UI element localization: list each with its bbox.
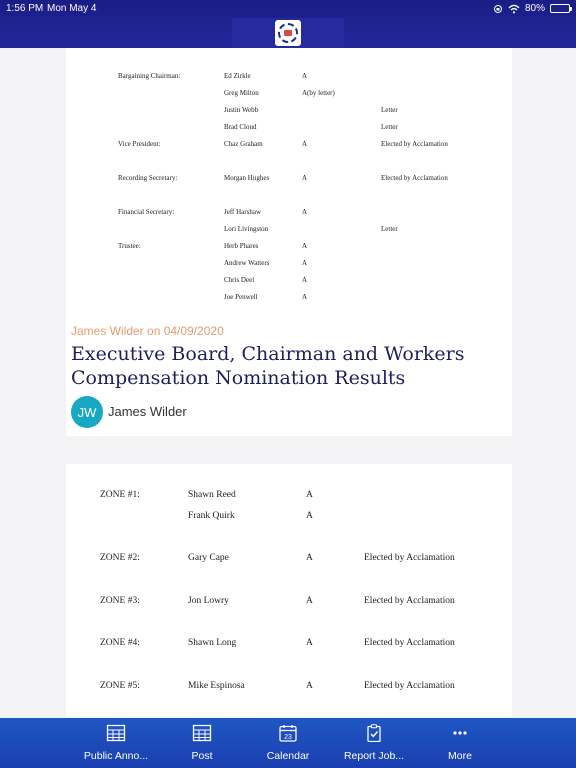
post-title[interactable]: Executive Board, Chairman and Workers Compensation Nomination Results <box>71 343 465 389</box>
bottom-tab-bar <box>0 718 576 768</box>
doc-office: Financial Secretary: <box>118 208 175 216</box>
zone-mark: A <box>306 638 313 648</box>
zone-mark: A <box>306 596 313 606</box>
doc-note: Letter <box>381 225 398 233</box>
table-icon <box>106 724 126 742</box>
logo-area <box>232 18 344 48</box>
tab-public-announcements[interactable] <box>73 718 159 768</box>
calendar-icon <box>278 724 298 742</box>
doc-note: Elected by Acclamation <box>381 174 448 182</box>
doc-office: Bargaining Chairman: <box>118 72 181 80</box>
zone-note: Elected by Acclamation <box>364 638 455 648</box>
seal-core <box>284 30 292 36</box>
zone-document-card[interactable] <box>66 464 512 718</box>
doc-mark: A <box>302 242 308 250</box>
tab-post[interactable] <box>159 718 245 768</box>
doc-mark: A <box>302 208 308 216</box>
zone-name: Shawn Long <box>188 638 237 648</box>
tab-label: Post <box>191 750 213 762</box>
doc-name: Ed Zirkle <box>224 72 251 80</box>
doc-note: Letter <box>381 123 398 131</box>
doc-note: Elected by Acclamation <box>381 140 448 148</box>
doc-name: Chris Deel <box>224 276 255 284</box>
zone-zone: ZONE #1: <box>100 490 140 500</box>
post-document-image[interactable] <box>66 48 512 318</box>
more-dots-icon <box>450 724 470 742</box>
doc-mark: A <box>302 259 308 267</box>
zone-mark: A <box>306 490 313 500</box>
doc-mark: A <box>302 293 308 301</box>
zone-name: Gary Cape <box>188 553 229 563</box>
zone-zone: ZONE #5: <box>100 681 140 691</box>
tab-label: More <box>448 750 472 762</box>
doc-name: Greg Milton <box>224 89 259 97</box>
post-card[interactable] <box>66 48 512 436</box>
tab-calendar[interactable] <box>245 718 331 768</box>
clipboard-check-icon <box>364 724 384 742</box>
zone-mark: A <box>306 681 313 691</box>
seal-ring <box>278 23 298 43</box>
battery-icon <box>550 4 570 13</box>
zone-note: Elected by Acclamation <box>364 553 455 563</box>
status-date: Mon May 4 <box>47 3 97 14</box>
doc-mark: A <box>302 174 308 182</box>
zone-note: Elected by Acclamation <box>364 681 455 691</box>
doc-name: Chaz Graham <box>224 140 263 148</box>
zone-name: Shawn Reed <box>188 490 236 500</box>
tab-more[interactable] <box>417 718 503 768</box>
doc-name: Brad Cloud <box>224 123 257 131</box>
zone-zone: ZONE #3: <box>100 596 140 606</box>
status-time: 1:56 PM <box>6 3 44 14</box>
doc-note: Letter <box>381 106 398 114</box>
union-seal-icon <box>275 20 301 46</box>
zone-note: Elected by Acclamation <box>364 596 455 606</box>
orientation-lock-icon <box>493 4 503 14</box>
author-avatar[interactable]: JW <box>71 396 103 428</box>
zone-zone: ZONE #4: <box>100 638 140 648</box>
doc-mark: A(by letter) <box>302 89 335 97</box>
app-header <box>0 0 576 48</box>
doc-office: Trustee: <box>118 242 141 250</box>
zone-mark: A <box>306 553 313 563</box>
zone-name: Mike Espinosa <box>188 681 245 691</box>
wifi-icon <box>508 4 520 14</box>
doc-name: Justin Webb <box>224 106 259 114</box>
doc-office: Recording Secretary: <box>118 174 178 182</box>
zone-zone: ZONE #2: <box>100 553 140 563</box>
battery-percent: 80% <box>524 3 545 14</box>
tab-label: Calendar <box>266 750 310 762</box>
doc-mark: A <box>302 72 308 80</box>
status-bar <box>0 0 576 18</box>
table-icon <box>192 724 212 742</box>
post-meta: James Wilder on 04/09/2020 <box>71 324 224 338</box>
doc-name: Morgan Hughes <box>224 174 270 182</box>
tab-report-job[interactable] <box>331 718 417 768</box>
doc-name: Andrew Watters <box>224 259 270 267</box>
doc-name: Jeff Harshaw <box>224 208 261 216</box>
zone-mark: A <box>306 511 313 521</box>
calendar-day: 23 <box>284 733 292 741</box>
doc-name: Herb Phares <box>224 242 259 250</box>
doc-mark: A <box>302 140 308 148</box>
doc-name: Joe Penwell <box>224 293 258 301</box>
doc-mark: A <box>302 276 308 284</box>
author-name[interactable]: James Wilder <box>108 404 187 419</box>
doc-office: Vice President: <box>118 140 161 148</box>
tab-label: Report Job... <box>343 750 405 762</box>
tab-label: Public Anno... <box>83 750 149 762</box>
zone-name: Jon Lowry <box>188 596 229 606</box>
zone-name: Frank Quirk <box>188 511 235 521</box>
status-right <box>493 3 570 14</box>
doc-name: Lori Livingston <box>224 225 269 233</box>
